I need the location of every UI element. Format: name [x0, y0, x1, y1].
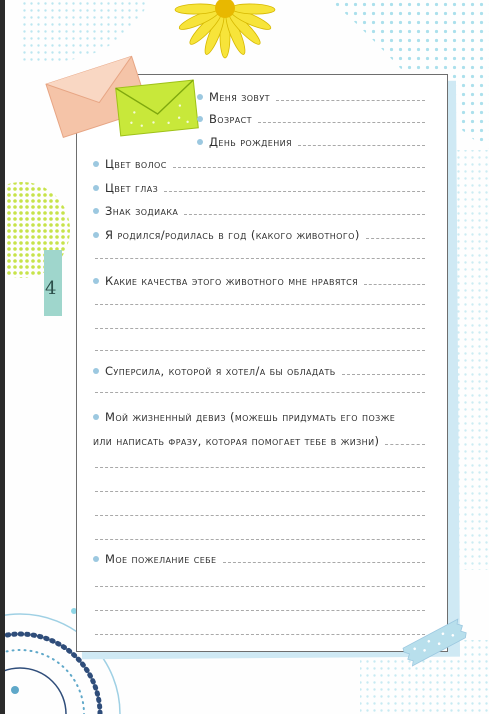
page-spine: [0, 0, 5, 714]
bullet-icon: [93, 161, 99, 167]
bullet-icon: [93, 278, 99, 284]
answer-line[interactable]: [95, 586, 425, 587]
field-label: Суперсила, которой я хотел/а бы обладать: [105, 364, 336, 378]
field-name: [197, 88, 425, 104]
answer-line[interactable]: [95, 392, 425, 393]
answer-line[interactable]: [184, 214, 425, 215]
bullet-icon: [93, 414, 99, 420]
field-eye-color: [93, 179, 425, 195]
bullet-icon: [93, 556, 99, 562]
answer-line[interactable]: [95, 350, 425, 351]
answer-line[interactable]: [223, 562, 426, 563]
answer-line[interactable]: [173, 167, 425, 168]
field-label: День рождения: [209, 135, 292, 149]
field-label: Возраст: [209, 112, 252, 126]
answer-line[interactable]: [95, 634, 425, 635]
answer-line[interactable]: [366, 238, 425, 239]
bullet-icon: [197, 116, 203, 122]
field-motto: [93, 408, 433, 424]
field-label: Знак зодиака: [105, 204, 179, 218]
bullet-icon: [93, 368, 99, 374]
field-birthday: [197, 133, 425, 149]
field-label: Меня зовут: [209, 90, 270, 104]
field-animal-qualities: [93, 272, 425, 288]
answer-line[interactable]: [95, 304, 425, 305]
field-label: или написать фразу, которая помогает тебе в жизни): [93, 434, 380, 448]
answer-line[interactable]: [95, 515, 425, 516]
field-label: Мой жизненный девиз (можешь придумать его позже: [105, 410, 396, 424]
answer-line[interactable]: [364, 284, 425, 285]
answer-line[interactable]: [298, 145, 425, 146]
flower-icon: [170, 0, 280, 60]
field-label: Цвет глаз: [105, 181, 159, 195]
answer-line[interactable]: [164, 191, 425, 192]
bullet-icon: [197, 94, 203, 100]
field-label: Я родился/родилась в год (какого животного): [105, 228, 360, 242]
field-label: Цвет волос: [105, 157, 167, 171]
bullet-icon: [197, 139, 203, 145]
page-number: 4: [45, 278, 57, 299]
field-age: [197, 110, 425, 126]
answer-line[interactable]: [95, 258, 425, 259]
answer-line[interactable]: [95, 539, 425, 540]
bullet-icon: [93, 208, 99, 214]
field-wish: [93, 550, 425, 566]
field-superpower: [93, 362, 425, 378]
field-label: Какие качества этого животного мне нравятся: [105, 274, 359, 288]
answer-line[interactable]: [258, 122, 425, 123]
field-motto-continued: [93, 432, 425, 448]
small-dot: [11, 686, 19, 694]
answer-line[interactable]: [95, 467, 425, 468]
bullet-icon: [93, 232, 99, 238]
answer-line[interactable]: [95, 328, 425, 329]
bullet-icon: [93, 185, 99, 191]
field-zodiac: [93, 202, 425, 218]
answer-line[interactable]: [276, 100, 425, 101]
answer-line[interactable]: [342, 374, 425, 375]
answer-line[interactable]: [95, 610, 425, 611]
answer-line[interactable]: [95, 491, 425, 492]
field-born-year: [93, 226, 425, 242]
washi-tape-icon: [400, 614, 472, 670]
field-hair-color: [93, 155, 425, 171]
answer-line[interactable]: [385, 444, 425, 445]
field-label: Мое пожелание себе: [105, 552, 217, 566]
envelope-icon: [112, 78, 202, 138]
